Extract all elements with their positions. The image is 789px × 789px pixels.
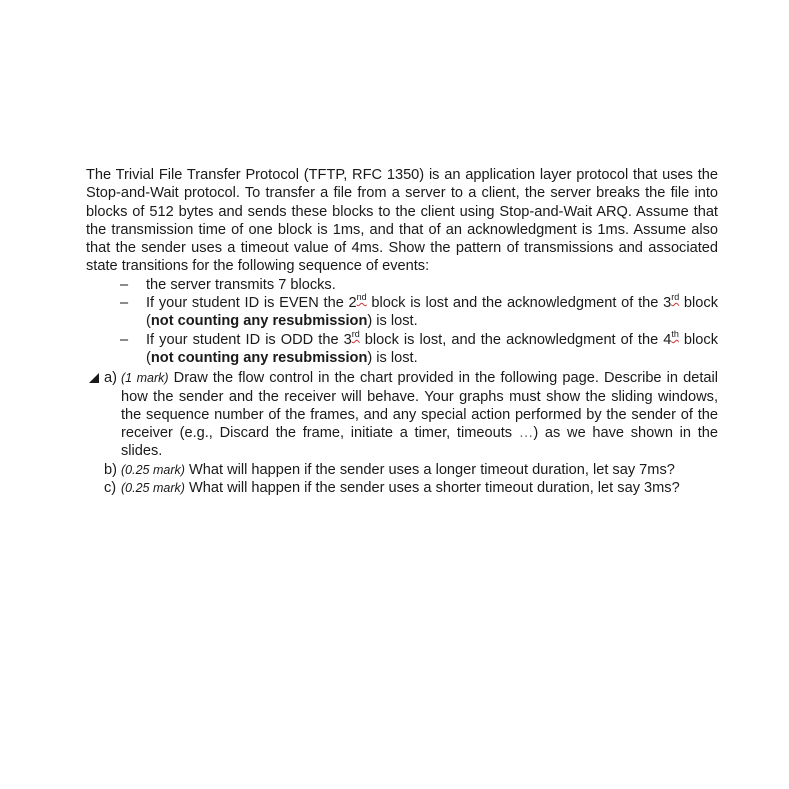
event-text: ) is lost. (367, 313, 418, 330)
question-b (86, 461, 718, 479)
list-dash: – (120, 276, 129, 293)
ellipsis-text: … (518, 425, 534, 442)
question-marker: c) (104, 480, 117, 497)
question-text: What will happen if the sender uses a shorter timeout duration, let say 3ms? (184, 480, 680, 497)
question-text: What will happen if the sender uses a longer timeout duration, let say 7ms? (184, 461, 675, 478)
event-text: If your student ID is EVEN the 2 (146, 295, 357, 312)
list-dash: – (120, 331, 129, 348)
event-text: If your student ID is ODD the 3 (146, 331, 352, 348)
event-text: block ( (146, 295, 719, 330)
ordinal-suffix: th (671, 328, 679, 339)
question-marker: a) (104, 370, 117, 387)
event-text: the server transmits 7 blocks. (146, 276, 336, 293)
event-text: block ( (146, 331, 719, 366)
question-list (86, 369, 718, 497)
event-text: block is lost and the acknowledgment of the 3 (366, 295, 672, 312)
ordinal-suffix: rd (351, 328, 360, 339)
event-text: ) is lost. (367, 349, 418, 366)
emphasis-text: not counting any resubmission (150, 349, 368, 366)
question-text: ) as we have shown in the slides. (121, 425, 718, 460)
question-a (86, 369, 718, 460)
collapse-triangle-icon[interactable] (89, 373, 99, 383)
question-c (86, 479, 718, 497)
list-dash: – (120, 295, 129, 312)
question-mark-weight: (0.25 mark) (121, 481, 185, 496)
intro-paragraph: The Trivial File Transfer Protocol (TFTP, RFC 1350) is an application layer protocol that uses the Stop-and-Wait protocol. To transfer a file from a server to a client, the server breaks the file into blocks of 512 bytes and sends these blocks to the client using Stop-and-Wait ARQ. Assume that the transmission time of one block is 1ms, and that of an acknowledgment is 1ms. Assume also that the sender uses a timeout value of 4ms. Show the pattern of transmissions and associated state transitions for the following sequence of events: (86, 167, 718, 275)
ordinal-suffix: nd (356, 292, 367, 303)
emphasis-text: not counting any resubmission (150, 313, 368, 330)
event-item-even (86, 294, 718, 331)
event-item-transmit (86, 276, 718, 294)
ordinal-suffix: rd (671, 292, 680, 303)
question-marker: b) (104, 461, 117, 478)
question-text: Draw the flow control in the chart provided in the following page. Describe in detail how the sender and the receiver will behave. Your graphs must show the sliding windows, the sequence number of the frames, and any special action performed by the sender of the receiver (e.g., Discard the frame, initiate a timer, timeouts (121, 370, 718, 442)
document-body (86, 166, 718, 497)
event-list (86, 276, 718, 367)
event-item-odd (86, 328, 719, 368)
question-mark-weight: (1 mark) (121, 371, 169, 386)
event-text: block is lost, and the acknowledgment of the 4 (359, 331, 672, 348)
question-mark-weight: (0.25 mark) (121, 462, 185, 477)
